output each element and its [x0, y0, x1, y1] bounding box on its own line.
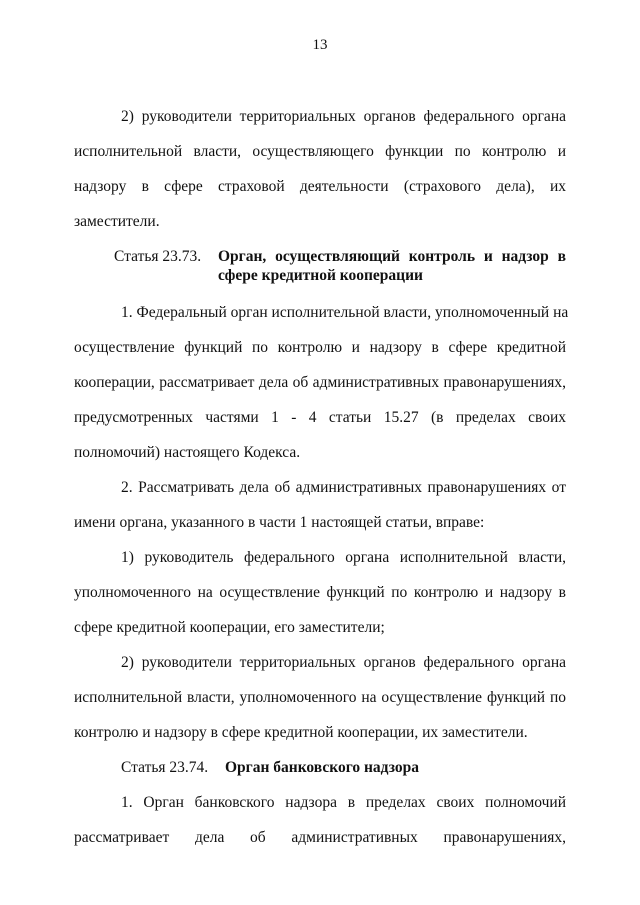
paragraph-line: 1. Орган банковского надзора в пределах своих полномочий [121, 794, 566, 811]
paragraph-line: 2) руководители территориальных органов федерального органа [121, 108, 566, 125]
paragraph-line: исполнительной власти, осуществляющего функции по контролю и [74, 143, 566, 160]
paragraph-line: 1) руководитель федерального органа исполнительной власти, [121, 549, 566, 566]
paragraph-line: 1. Федеральный орган исполнительной власти, уполномоченный на [121, 304, 569, 321]
paragraph-line: рассматривает дела об административных правонарушениях, [74, 829, 566, 846]
paragraph-line: 2) руководители территориальных органов федерального органа [121, 654, 566, 671]
paragraph-line: заместители. [74, 213, 160, 230]
paragraph-line: сфере кредитной кооперации, его заместители; [74, 619, 385, 636]
paragraph-line: уполномоченного на осуществление функций по контролю и надзору в [74, 584, 566, 601]
paragraph-line: контролю и надзору в сфере кредитной кооперации, их заместители. [74, 724, 528, 741]
paragraph-line: кооперации, рассматривает дела об административных правонарушениях, [74, 374, 566, 391]
paragraph-line: надзору в сфере страховой деятельности (страхового дела), их [74, 178, 566, 195]
article-number: Статья 23.73. [114, 248, 202, 265]
article-number: Статья 23.74. [121, 759, 209, 776]
paragraph-line: имени органа, указанного в части 1 настоящей статьи, вправе: [74, 514, 485, 531]
paragraph-line: осуществление функций по контролю и надзору в сфере кредитной [74, 339, 566, 356]
article-title: Орган банковского надзора [225, 759, 419, 776]
page-number: 13 [312, 37, 328, 53]
paragraph-line: полномочий) настоящего Кодекса. [74, 444, 301, 461]
article-title: сфере кредитной кооперации [218, 267, 423, 284]
article-title: Орган, осуществляющий контроль и надзор в [218, 248, 566, 265]
paragraph-line: 2. Рассматривать дела об административных правонарушениях от [121, 479, 566, 496]
paragraph-line: исполнительной власти, уполномоченного на осуществление функций по [74, 689, 566, 706]
paragraph-line: предусмотренных частями 1 - 4 статьи 15.27 (в пределах своих [74, 409, 566, 426]
